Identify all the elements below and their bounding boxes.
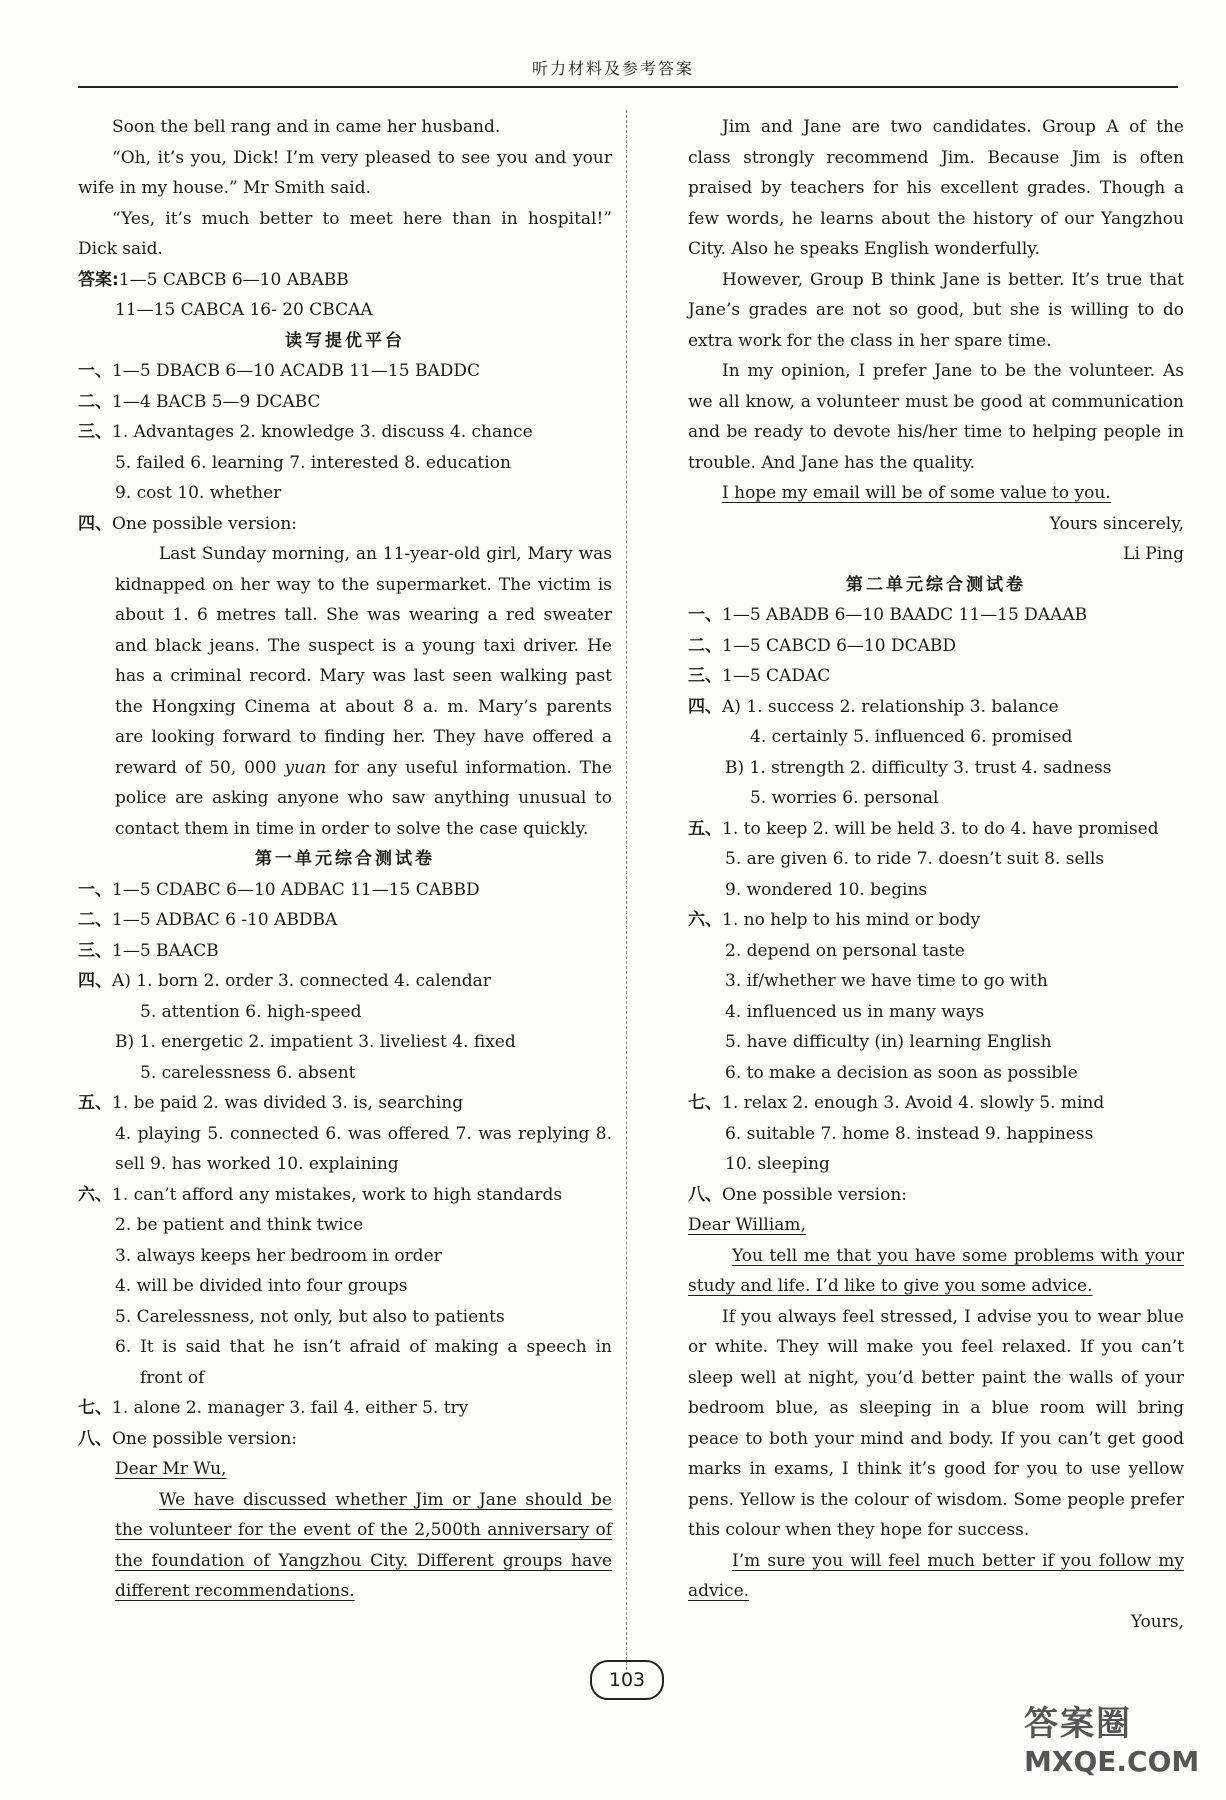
s3-q6-item-2: 2. depend on personal taste [725,940,965,961]
s2-q3-label: 三、 [78,940,112,961]
page-header: 听力材料及参考答案 [531,59,694,78]
s3-q3 [688,661,1184,692]
s3-q2-label: 二、 [688,635,722,656]
letter-wu-close: Yours sincerely, [1049,513,1184,534]
answers-text-1: 1—5 CABCB 6—10 ABABB [118,269,349,290]
s2-q7-label: 七、 [78,1398,112,1418]
answers-row-2: 11—15 CABCA 16- 20 CBCAA [115,300,373,320]
s3-q2-text: 1—5 CABCD 6—10 DCABD [722,635,957,656]
s3-q7-a: 1. relax 2. enough 3. Avoid 4. slowly 5. mind [722,1093,1105,1113]
s3-q6-item-3: 3. if/whether we have time to go with [725,971,1048,991]
s2-q8-intro: One possible version: [112,1428,297,1449]
s3-q6-item-5: 5. have difficulty (in) learning English [725,1032,1052,1052]
s2-q6-label: 六、 [78,1184,112,1205]
s3-q5-label: 五、 [688,818,722,839]
s2-q4-label: 四、 [78,971,112,991]
s3-q6 [688,905,1184,936]
s2-q8 [78,1424,612,1455]
s2-q2-label: 二、 [78,910,112,930]
s2-q7-text: 1. alone 2. manager 3. fail 4. either 5. try [112,1398,469,1418]
s2-q1-label: 一、 [78,879,112,900]
s3-q5-a: 1. to keep 2. will be held 3. to do 4. have promised [722,818,1159,839]
s1-q3-text-b: 5. failed 6. learning 7. interested 8. education [115,452,511,473]
s3-q6-item-1: 1. no help to his mind or body [722,910,981,930]
s1-q3-text-a: 1. Advantages 2. knowledge 3. discuss 4. chance [112,422,533,442]
letter-wu-p1-text: We have discussed whether Jim or Jane should be the volunteer for the event of the 2,500th anniversary of the foundation of Yangzhou City. Different groups have different recommendations. [115,1489,612,1601]
watermark-bottom: MXQE.COM [1024,1745,1200,1778]
letter-william-salutation-text: Dear William, [688,1215,806,1235]
s1-q4-essay-b: for any useful information. The police are asking anyone who saw anything unusual to contact them in time in order to solve the case quickly. [115,757,613,839]
s2-q6-item-6: 6. It is said that he isn’t afraid of making a speech in front of [115,1337,612,1388]
s3-q7-label: 七、 [688,1093,722,1113]
s3-q8-label: 八、 [688,1184,722,1205]
letter-william-p2: If you always feel stressed, I advise you to wear blue or white. They will make you feel relaxed. If you can’t sleep well at night, you’d better paint the walls of your bedroom blue, as sleeping in a blue room will bring peace to both your mind and body. If you can’t get good marks in exams, I think it’s good for you to use yellow pens. Yellow is the colour of wisdom. Some people prefer this colour when they hope for success. [688,1306,1184,1540]
letter-wu-p4: In my opinion, I prefer Jane to be the volunteer. As we all know, a volunteer must be good at communication and be ready to devote his/her time to helping people in trouble. And Jane has the quality. [688,361,1184,473]
story-line-2: “Oh, it’s you, Dick! I’m very pleased to see you and your wife in my house.” Mr Smith said. [78,147,612,198]
s3-q4-a1: A) 1. success 2. relationship 3. balance [722,696,1059,717]
s2-q6-item-3: 3. always keeps her bedroom in order [115,1245,442,1266]
letter-william-p1-text: You tell me that you have some problems with your study and life. I’d like to give you some advice. [688,1245,1184,1296]
s1-q1-label: 一、 [78,361,112,381]
letter-wu-p3: However, Group B think Jane is better. It’s true that Jane’s grades are not so good, but she is willing to do extra work for the class in her spare time. [688,269,1184,351]
s3-q7-c: 10. sleeping [725,1154,830,1174]
s3-q2 [688,631,1184,662]
right-column [688,112,1184,1637]
letter-wu-p5 [688,478,1184,509]
s2-q6-item-1: 1. can’t afford any mistakes, work to high standards [112,1184,563,1205]
left-column [78,112,612,1607]
s3-q7 [688,1088,1184,1119]
s3-q8-intro: One possible version: [722,1184,907,1205]
s2-q2-text: 1—5 ADBAC 6 -10 ABDBA [112,910,338,930]
s2-q2 [78,905,612,936]
s1-q3-text-c: 9. cost 10. whether [115,483,282,503]
s2-q5 [78,1088,612,1119]
section-title-unit-1-test: 第一单元综合测试卷 [255,849,435,869]
s2-q3 [78,936,612,967]
s3-q5-c: 9. wondered 10. begins [725,879,928,900]
s3-q1-label: 一、 [688,605,722,625]
s1-q3 [78,417,612,448]
letter-william-close: Yours, [1130,1611,1184,1632]
s1-q4-intro: One possible version: [112,513,297,534]
letter-william-p3-text: I’m sure you will feel much better if you follow my advice. [688,1550,1184,1601]
s2-q4-a2: 5. attention 6. high-speed [140,1001,362,1022]
watermark-top: 答案圈 [1024,1704,1132,1744]
letter-wu-sign: Li Ping [1123,544,1184,564]
s2-q6-item-2: 2. be patient and think twice [115,1215,364,1235]
s2-q6 [78,1180,612,1211]
s1-q4 [78,509,612,540]
s1-q2-label: 二、 [78,391,112,412]
letter-wu-p1 [78,1485,612,1607]
s1-q4-essay-a: Last Sunday morning, an 11-year-old girl, Mary was kidnapped on her way to the supermarket. The victim is about 1. 6 metres tall. She was wearing a red sweater and black jeans. The suspect is a young taxi driver. He has a criminal record. Mary was last seen walking past the Hongxing Cinema at about 8 a. m. Mary’s parents are looking forward to finding her. They have offered a reward of 50, 000 [115,544,612,778]
s2-q6-item-5: 5. Carelessness, not only, but also to patients [115,1306,505,1327]
section-title-reading-writing: 读写提优平台 [285,330,405,351]
s3-q1-text: 1—5 ABADB 6—10 BAADC 11—15 DAAAB [722,605,1088,625]
s3-q6-item-6: 6. to make a decision as soon as possible [725,1062,1078,1083]
column-divider [626,110,627,1670]
s3-q4-b2: 5. worries 6. personal [750,788,939,808]
s1-q2 [78,387,612,418]
s1-q2-text: 1—4 BACB 5—9 DCABC [112,391,321,412]
s2-q4-a1: A) 1. born 2. order 3. connected 4. calendar [112,971,491,991]
s2-q6-item-4: 4. will be divided into four groups [115,1276,408,1296]
s3-q4-label: 四、 [688,696,722,717]
letter-wu-p2: Jim and Jane are two candidates. Group A of the class strongly recommend Jim. Because Jim is often praised by teachers for his excellent grades. Though a few words, he learns about the history of our Yangzhou City. Also he speaks English wonderfully. [688,117,1184,259]
s2-q5-b: 4. playing 5. connected 6. was offered 7. was replying 8. sell 9. has worked 10. explaining [115,1123,612,1174]
s1-q1-text: 1—5 DBACB 6—10 ACADB 11—15 BADDC [112,361,480,381]
s3-q3-text: 1—5 CADAC [722,666,831,686]
letter-wu-salutation [78,1454,612,1485]
s1-q4-essay [78,539,612,844]
s3-q1 [688,600,1184,631]
letter-william-p1 [688,1241,1184,1302]
s3-q4-b1: B) 1. strength 2. difficulty 3. trust 4. sadness [725,757,1112,778]
section-title-unit-2-test: 第二单元综合测试卷 [846,574,1026,595]
page-number: 103 [590,1660,664,1700]
s2-q7 [78,1393,612,1424]
s2-q1 [78,875,612,906]
s3-q6-item-4: 4. influenced us in many ways [725,1001,985,1022]
s3-q5-b: 5. are given 6. to ride 7. doesn’t suit 8. sells [725,849,1105,869]
s3-q4-a2: 4. certainly 5. influenced 6. promised [750,727,1073,747]
s3-q6-label: 六、 [688,910,722,930]
s2-q3-text: 1—5 BAACB [112,940,219,961]
s2-q4-b2: 5. carelessness 6. absent [140,1062,356,1083]
header-rule [78,86,1178,88]
s3-q7-b: 6. suitable 7. home 8. instead 9. happiness [725,1123,1094,1144]
watermark-logo [1024,1696,1214,1792]
letter-william-salutation [688,1210,1184,1241]
letter-wu-salutation-text: Dear Mr Wu, [115,1459,227,1479]
s1-q4-label: 四、 [78,513,112,534]
s2-q1-text: 1—5 CDABC 6—10 ADBAC 11—15 CABBD [112,879,480,900]
answers-row-1 [78,265,612,296]
s2-q8-label: 八、 [78,1428,112,1449]
s1-q4-yuan: yuan [284,757,327,778]
s3-q4 [688,692,1184,723]
s1-q3-label: 三、 [78,422,112,442]
letter-wu-p5-text: I hope my email will be of some value to you. [722,483,1111,503]
story-line-3: “Yes, it’s much better to meet here than in hospital!” Dick said. [78,208,612,259]
s2-q4 [78,966,612,997]
s3-q3-label: 三、 [688,666,722,686]
s2-q5-label: 五、 [78,1093,112,1113]
s2-q5-a: 1. be paid 2. was divided 3. is, searching [112,1093,464,1113]
answers-label: 答案: [78,269,119,290]
s3-q8 [688,1180,1184,1211]
story-line-1: Soon the bell rang and in came her husband. [112,117,501,137]
s2-q4-b1: B) 1. energetic 2. impatient 3. liveliest 4. fixed [115,1032,516,1052]
letter-william-p3 [688,1546,1184,1607]
s1-q1 [78,356,612,387]
s3-q5 [688,814,1184,845]
